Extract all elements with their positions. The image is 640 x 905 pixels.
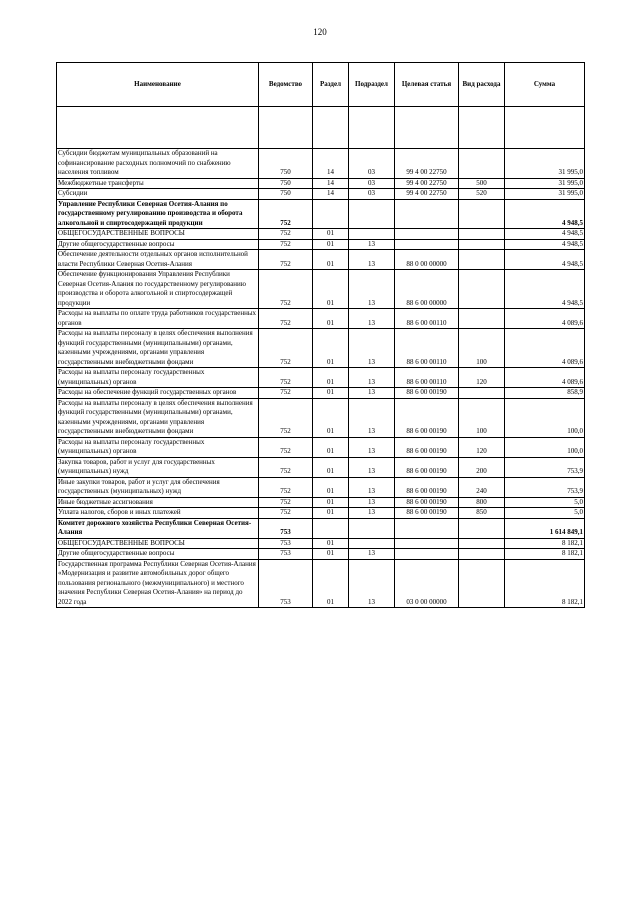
header-amount: Сумма bbox=[505, 63, 585, 107]
cell-dept: 753 bbox=[259, 549, 313, 560]
cell-section: 01 bbox=[313, 398, 349, 437]
cell-target bbox=[395, 538, 459, 549]
cell-amount: 4 089,6 bbox=[505, 309, 585, 329]
cell-target: 88 6 00 00110 bbox=[395, 368, 459, 388]
table-row bbox=[57, 437, 585, 457]
header-name: Наименование bbox=[57, 63, 259, 107]
cell-exp-type: 200 bbox=[459, 457, 505, 477]
header-dept: Ведомство bbox=[259, 63, 313, 107]
cell-dept: 752 bbox=[259, 388, 313, 399]
table-row bbox=[57, 368, 585, 388]
budget-table bbox=[56, 62, 585, 608]
cell-target: 88 6 00 00190 bbox=[395, 497, 459, 508]
cell-name: Субсидии бюджетам муниципальных образований на софинансирование расходных полномочий по снабжению населения топливом bbox=[57, 149, 259, 179]
cell-name: Уплата налогов, сборов и иных платежей bbox=[57, 508, 259, 519]
cell-name: Государственная программа Республики Северная Осетия-Алания «Модернизация и развитие автомобильных дорог общего пользования регионального (межмуниципального) и местного значения Республики Северная Осетия-Алания» на период до 2022 года bbox=[57, 559, 259, 608]
cell-target: 88 6 00 00190 bbox=[395, 388, 459, 399]
cell-dept: 752 bbox=[259, 270, 313, 309]
table-body bbox=[57, 107, 585, 608]
cell-dept: 750 bbox=[259, 189, 313, 200]
cell-target bbox=[395, 229, 459, 240]
cell-subsection: 13 bbox=[349, 437, 395, 457]
cell-target bbox=[395, 239, 459, 250]
cell-dept: 750 bbox=[259, 178, 313, 189]
cell-subsection bbox=[349, 229, 395, 240]
cell-section: 01 bbox=[313, 497, 349, 508]
cell-amount: 31 995,0 bbox=[505, 189, 585, 200]
cell-dept: 753 bbox=[259, 518, 313, 538]
cell-exp-type bbox=[459, 388, 505, 399]
table-row bbox=[57, 549, 585, 560]
cell-dept: 752 bbox=[259, 229, 313, 240]
cell-exp-type: 120 bbox=[459, 368, 505, 388]
page-number: 120 bbox=[313, 27, 327, 37]
cell-subsection: 13 bbox=[349, 497, 395, 508]
cell-target: 88 0 00 00000 bbox=[395, 250, 459, 270]
table-row bbox=[57, 329, 585, 368]
cell-dept: 752 bbox=[259, 508, 313, 519]
cell-name: Управление Республики Северная Осетия-Алания по государственному регулированию производства и оборота алкогольной и спиртосодержащей продукции bbox=[57, 199, 259, 229]
cell-section: 01 bbox=[313, 538, 349, 549]
cell-amount: 5,0 bbox=[505, 497, 585, 508]
table-row bbox=[57, 149, 585, 179]
cell-section: 14 bbox=[313, 149, 349, 179]
cell-name: ОБЩЕГОСУДАРСТВЕННЫЕ ВОПРОСЫ bbox=[57, 229, 259, 240]
cell-name: Расходы на выплаты персоналу в целях обеспечения выполнения функций государственными (муниципальными) органами, казенными учреждениями, органами управления государственными внебюджетными фондами bbox=[57, 398, 259, 437]
cell-amount: 100,0 bbox=[505, 398, 585, 437]
cell-name: Субсидии bbox=[57, 189, 259, 200]
cell-name: Другие общегосударственные вопросы bbox=[57, 549, 259, 560]
table-row bbox=[57, 497, 585, 508]
cell-section: 01 bbox=[313, 549, 349, 560]
cell-section: 01 bbox=[313, 559, 349, 608]
cell-dept: 753 bbox=[259, 559, 313, 608]
cell-section: 01 bbox=[313, 437, 349, 457]
cell-exp-type: 100 bbox=[459, 398, 505, 437]
cell-dept: 752 bbox=[259, 368, 313, 388]
cell-amount: 4 948,5 bbox=[505, 239, 585, 250]
cell-name: Комитет дорожного хозяйства Республики Северная Осетия-Алания bbox=[57, 518, 259, 538]
cell-dept: 752 bbox=[259, 309, 313, 329]
table-row bbox=[57, 388, 585, 399]
cell-subsection: 03 bbox=[349, 189, 395, 200]
cell-name: Межбюджетные трансферты bbox=[57, 178, 259, 189]
cell-subsection: 13 bbox=[349, 250, 395, 270]
cell-name: Расходы на выплаты персоналу государственных (муниципальных) органов bbox=[57, 437, 259, 457]
cell-subsection bbox=[349, 518, 395, 538]
cell-name: Расходы на выплаты персоналу в целях обеспечения выполнения функций государственными (муниципальными) органами, казенными учреждениями, органами управления государственными внебюджетными фондами bbox=[57, 329, 259, 368]
table-row bbox=[57, 309, 585, 329]
cell-dept: 752 bbox=[259, 437, 313, 457]
cell-name: Расходы на выплаты персоналу государственных (муниципальных) органов bbox=[57, 368, 259, 388]
table-row bbox=[57, 199, 585, 229]
table-row bbox=[57, 239, 585, 250]
cell-exp-type bbox=[459, 309, 505, 329]
cell-section: 01 bbox=[313, 250, 349, 270]
cell-target: 99 4 00 22750 bbox=[395, 178, 459, 189]
cell-name: Расходы на обеспечение функций государственных органов bbox=[57, 388, 259, 399]
cell-subsection: 13 bbox=[349, 309, 395, 329]
cell-exp-type bbox=[459, 518, 505, 538]
cell-name: ОБЩЕГОСУДАРСТВЕННЫЕ ВОПРОСЫ bbox=[57, 538, 259, 549]
table-row bbox=[57, 189, 585, 200]
header-section: Раздел bbox=[313, 63, 349, 107]
spacer-row bbox=[57, 107, 585, 149]
cell-amount: 8 182,1 bbox=[505, 559, 585, 608]
cell-exp-type: 520 bbox=[459, 189, 505, 200]
cell-section: 01 bbox=[313, 368, 349, 388]
cell-section: 01 bbox=[313, 309, 349, 329]
cell-amount: 8 182,1 bbox=[505, 549, 585, 560]
table-header-row bbox=[57, 63, 585, 107]
cell-exp-type bbox=[459, 559, 505, 608]
cell-exp-type bbox=[459, 239, 505, 250]
cell-section: 01 bbox=[313, 508, 349, 519]
cell-exp-type bbox=[459, 270, 505, 309]
cell-subsection: 13 bbox=[349, 398, 395, 437]
cell-section: 14 bbox=[313, 189, 349, 200]
cell-amount: 4 089,6 bbox=[505, 368, 585, 388]
cell-subsection: 13 bbox=[349, 559, 395, 608]
cell-exp-type bbox=[459, 229, 505, 240]
cell-dept: 752 bbox=[259, 477, 313, 497]
cell-section: 01 bbox=[313, 229, 349, 240]
cell-target: 88 6 00 00190 bbox=[395, 477, 459, 497]
cell-amount: 31 995,0 bbox=[505, 178, 585, 189]
cell-amount: 5,0 bbox=[505, 508, 585, 519]
cell-target bbox=[395, 549, 459, 560]
cell-target: 88 6 00 00110 bbox=[395, 329, 459, 368]
cell-subsection: 03 bbox=[349, 149, 395, 179]
table-row bbox=[57, 559, 585, 608]
table-row bbox=[57, 398, 585, 437]
cell-amount: 100,0 bbox=[505, 437, 585, 457]
cell-exp-type bbox=[459, 250, 505, 270]
cell-name: Обеспечение деятельности отдельных органов исполнительной власти Республики Северная Осетия-Алания bbox=[57, 250, 259, 270]
cell-section bbox=[313, 518, 349, 538]
cell-subsection: 03 bbox=[349, 178, 395, 189]
cell-dept: 752 bbox=[259, 497, 313, 508]
cell-target: 88 6 00 00190 bbox=[395, 437, 459, 457]
cell-name: Другие общегосударственные вопросы bbox=[57, 239, 259, 250]
cell-subsection: 13 bbox=[349, 329, 395, 368]
table-row bbox=[57, 229, 585, 240]
cell-amount: 31 995,0 bbox=[505, 149, 585, 179]
cell-amount: 4 948,5 bbox=[505, 229, 585, 240]
cell-name: Иные закупки товаров, работ и услуг для обеспечения государственных (муниципальных) нужд bbox=[57, 477, 259, 497]
table-row bbox=[57, 538, 585, 549]
cell-amount: 753,9 bbox=[505, 477, 585, 497]
cell-target bbox=[395, 518, 459, 538]
cell-amount: 4 948,5 bbox=[505, 270, 585, 309]
cell-subsection bbox=[349, 199, 395, 229]
cell-target: 88 6 00 00190 bbox=[395, 457, 459, 477]
table-row bbox=[57, 270, 585, 309]
table-row bbox=[57, 508, 585, 519]
cell-dept: 752 bbox=[259, 457, 313, 477]
cell-section: 14 bbox=[313, 178, 349, 189]
cell-exp-type: 100 bbox=[459, 329, 505, 368]
cell-target bbox=[395, 199, 459, 229]
cell-name: Закупка товаров, работ и услуг для государственных (муниципальных) нужд bbox=[57, 457, 259, 477]
cell-subsection: 13 bbox=[349, 457, 395, 477]
cell-exp-type bbox=[459, 549, 505, 560]
cell-target: 03 0 00 00000 bbox=[395, 559, 459, 608]
cell-amount: 858,9 bbox=[505, 388, 585, 399]
table-row bbox=[57, 250, 585, 270]
cell-section: 01 bbox=[313, 329, 349, 368]
cell-exp-type: 850 bbox=[459, 508, 505, 519]
cell-exp-type: 800 bbox=[459, 497, 505, 508]
cell-section: 01 bbox=[313, 270, 349, 309]
cell-subsection: 13 bbox=[349, 388, 395, 399]
cell-exp-type bbox=[459, 149, 505, 179]
cell-exp-type: 240 bbox=[459, 477, 505, 497]
cell-dept: 752 bbox=[259, 239, 313, 250]
table-row bbox=[57, 518, 585, 538]
cell-section: 01 bbox=[313, 239, 349, 250]
cell-amount: 4 948,5 bbox=[505, 199, 585, 229]
header-target: Целевая статья bbox=[395, 63, 459, 107]
table-row bbox=[57, 178, 585, 189]
cell-dept: 752 bbox=[259, 250, 313, 270]
cell-subsection: 13 bbox=[349, 508, 395, 519]
cell-exp-type bbox=[459, 538, 505, 549]
table-row bbox=[57, 477, 585, 497]
cell-target: 99 4 00 22750 bbox=[395, 189, 459, 200]
cell-subsection: 13 bbox=[349, 368, 395, 388]
cell-amount: 1 614 849,1 bbox=[505, 518, 585, 538]
cell-dept: 750 bbox=[259, 149, 313, 179]
header-exp-type: Вид расхода bbox=[459, 63, 505, 107]
cell-target: 88 6 00 00190 bbox=[395, 398, 459, 437]
cell-subsection: 13 bbox=[349, 477, 395, 497]
cell-subsection: 13 bbox=[349, 549, 395, 560]
cell-dept: 752 bbox=[259, 398, 313, 437]
cell-dept: 753 bbox=[259, 538, 313, 549]
cell-section: 01 bbox=[313, 477, 349, 497]
cell-section: 01 bbox=[313, 388, 349, 399]
cell-subsection: 13 bbox=[349, 239, 395, 250]
cell-exp-type bbox=[459, 199, 505, 229]
header-subsection: Подраздел bbox=[349, 63, 395, 107]
cell-section: 01 bbox=[313, 457, 349, 477]
cell-target: 99 4 00 22750 bbox=[395, 149, 459, 179]
cell-target: 88 6 00 00190 bbox=[395, 508, 459, 519]
cell-dept: 752 bbox=[259, 199, 313, 229]
cell-target: 88 6 00 00000 bbox=[395, 270, 459, 309]
cell-exp-type: 120 bbox=[459, 437, 505, 457]
cell-name: Расходы на выплаты по оплате труда работников государственных органов bbox=[57, 309, 259, 329]
cell-amount: 4 089,6 bbox=[505, 329, 585, 368]
table-row bbox=[57, 457, 585, 477]
cell-name: Обеспечение функционирования Управления Республики Северная Осетия-Алания по государственному регулированию производства и оборота алкогольной и спиртосодержащей продукции bbox=[57, 270, 259, 309]
cell-amount: 8 182,1 bbox=[505, 538, 585, 549]
cell-amount: 753,9 bbox=[505, 457, 585, 477]
cell-section bbox=[313, 199, 349, 229]
cell-exp-type: 500 bbox=[459, 178, 505, 189]
cell-subsection: 13 bbox=[349, 270, 395, 309]
cell-subsection bbox=[349, 538, 395, 549]
cell-amount: 4 948,5 bbox=[505, 250, 585, 270]
cell-dept: 752 bbox=[259, 329, 313, 368]
cell-target: 88 6 00 00110 bbox=[395, 309, 459, 329]
cell-name: Иные бюджетные ассигнования bbox=[57, 497, 259, 508]
